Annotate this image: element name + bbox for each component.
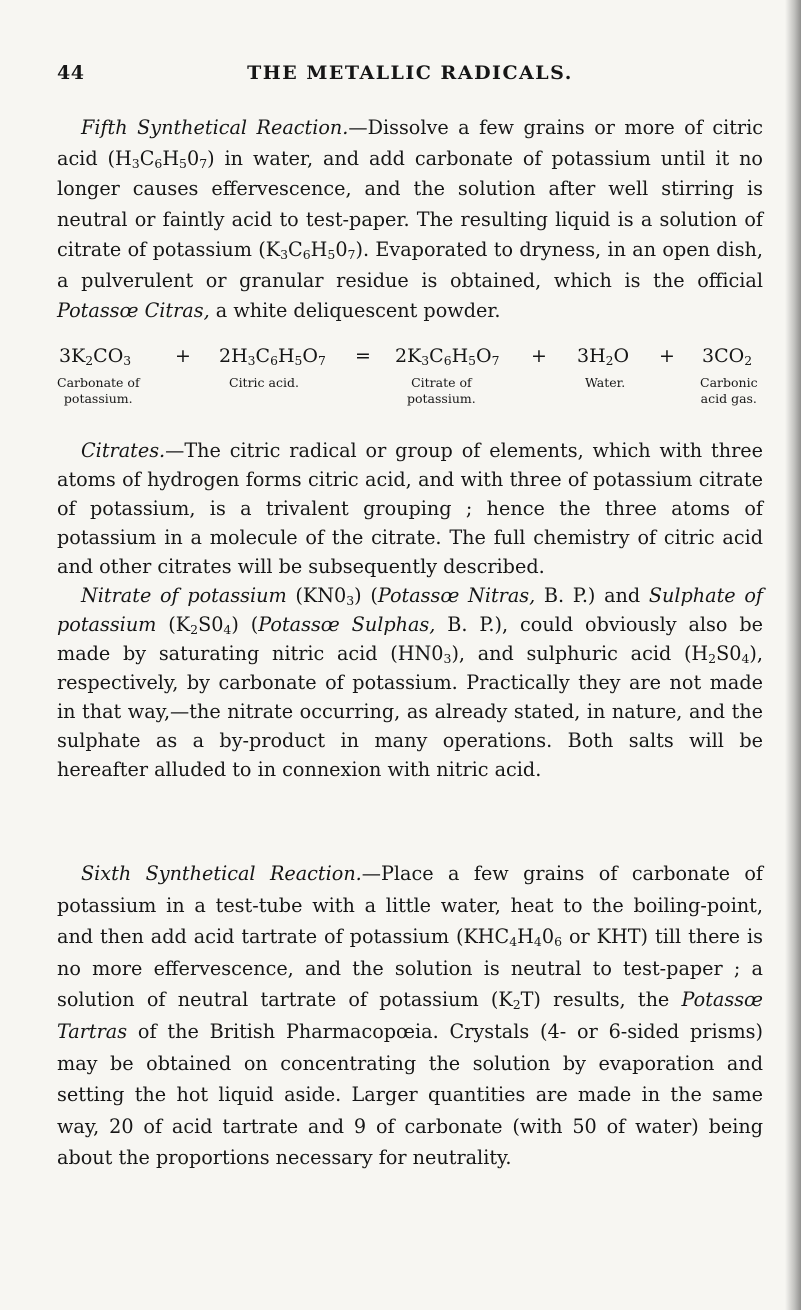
- plus-sign: +: [175, 345, 191, 367]
- subscript: 3: [443, 651, 452, 666]
- subscript: 5: [179, 155, 187, 171]
- text-run: (KN0: [286, 584, 347, 607]
- subscript: 5: [327, 247, 336, 262]
- text-run: or KHT) till there is no more effervescence, and the solution is neutral to test-paper ; a solution of neutral tartrate of potassium (K: [57, 925, 763, 1012]
- text-run: C: [139, 146, 155, 170]
- text-run: 0: [186, 146, 200, 170]
- paragraph-sixth-reaction: [57, 858, 763, 1174]
- text-run: B. P.) and: [535, 584, 649, 607]
- paragraph-text: [57, 581, 763, 784]
- equation-label: Water.: [585, 375, 626, 390]
- equation-term: $2H_3C_6H_5O_7$: [219, 345, 326, 368]
- equation-term: $3H_2O$: [577, 345, 630, 368]
- section-lead: Fifth Synthetical Reaction.: [81, 116, 349, 139]
- subscript: 2: [708, 651, 717, 666]
- text-run: B. P.), could obviously also be made by saturating nitric acid (HN0: [57, 613, 764, 665]
- equation-term: $3K_2CO_3$: [59, 345, 132, 368]
- text-run: —The citric radical or group of elements, which with three atoms of hydrogen forms citric acid, and with three of potassium citrate of potassium, is a trivalent grouping ; hence the three atoms of potassium in a molecule of the citrate. The full chemistry of citric acid and other citrates will be subsequently described.: [57, 439, 763, 578]
- text-run: ) (: [354, 584, 378, 607]
- section-lead: Citrates.: [81, 439, 166, 462]
- plus-sign: +: [531, 345, 547, 367]
- text-run: ) in water, and add carbonate of potassium until it no longer causes effervescence, and the solution after well stirring is neutral or faintly acid to test-paper. The resulting liquid is a solution of citrate of potassium (K: [57, 146, 763, 261]
- running-title: THE METALLIC RADICALS.: [247, 62, 573, 84]
- subscript: 6: [154, 155, 163, 171]
- text-run: T) results, the: [520, 988, 682, 1012]
- text-run: S0: [716, 642, 742, 665]
- paragraph-fifth-reaction: [57, 113, 763, 327]
- text-run: ) (: [231, 613, 259, 636]
- text-run: H: [310, 238, 328, 261]
- subscript: 4: [533, 934, 542, 950]
- text-run: ), and sulphuric acid (H: [451, 642, 709, 665]
- paragraph-citrates: [57, 436, 763, 581]
- text-run: ). Evaporated to dryness, in an open dish, a pulverulent or granular residue is obtained, which is the official: [57, 238, 763, 292]
- chemical-equation: [57, 345, 763, 415]
- text-run: —Place a few grains of carbonate of potassium in a test-tube with a little water, heat to the boiling-point, and then add acid tartrate of potassium (KHC: [57, 862, 763, 949]
- paragraph-text: [57, 113, 763, 327]
- equation-term: $2K_3C_6H_5O_7$: [395, 345, 500, 368]
- text-run: (K: [156, 613, 191, 636]
- latin-name: Potassœ Sulphas,: [258, 613, 436, 636]
- page-header: [57, 62, 763, 92]
- page-edge-shadow: [785, 0, 801, 1310]
- text-run: a white deliquescent powder.: [209, 299, 501, 322]
- equation-label: Carbonate of potassium.: [57, 375, 140, 406]
- subscript: 4: [509, 934, 518, 950]
- text-run: H: [162, 146, 180, 170]
- text-run: ), respectively, by carbonate of potassium. Practically they are not made in that way,—the nitrate occurring, as already stated, in nature, and the sulphate as a by-product in many operations. Both salts will be hereafter alluded to in connexion with nitric acid.: [57, 642, 763, 781]
- subscript: 7: [199, 155, 208, 171]
- subscript: 3: [346, 593, 355, 608]
- text-run: S0: [198, 613, 224, 636]
- latin-name: Potassœ Tartras: [57, 988, 764, 1043]
- text-run: 0: [335, 238, 348, 261]
- equation-label: Citrate of potassium.: [407, 375, 476, 406]
- latin-name: Sulphate of potassium: [57, 584, 764, 636]
- page-number: 44: [57, 62, 85, 84]
- section-lead: Sixth Synthetical Reaction.: [81, 862, 362, 885]
- subscript: 4: [741, 651, 750, 666]
- equation-label: Carbonic acid gas.: [700, 375, 758, 406]
- subscript: 3: [131, 155, 140, 171]
- text-run: of the British Pharmacopœia. Crystals (4- or 6-sided prisms) may be obtained on concentrating the solution by evaporation and setting the hot liquid aside. Larger quantities are made in the same way, 20 of acid tartrate and 9 of carbonate (with 50 of water) being about the proportions necessary for neutrality.: [57, 1019, 763, 1170]
- latin-name: Potassœ Nitras,: [377, 584, 536, 607]
- text-run: H: [517, 925, 534, 949]
- latin-name: Potassœ Citras,: [57, 299, 210, 322]
- subscript: 4: [223, 622, 232, 637]
- equals-sign: =: [355, 345, 371, 367]
- latin-name: Nitrate of potassium: [81, 584, 287, 607]
- subscript: 3: [280, 247, 289, 262]
- equation-term: $3CO_2$: [702, 345, 753, 368]
- subscript: 6: [302, 247, 311, 262]
- paragraph-nitrate-sulphate: [57, 581, 763, 784]
- subscript: 7: [347, 247, 356, 262]
- paragraph-text: [57, 436, 763, 581]
- text-run: C: [288, 238, 303, 261]
- text-run: 0: [541, 925, 555, 949]
- text-run: —Dissolve a few grains or more of citric acid (H: [57, 116, 763, 170]
- plus-sign: +: [659, 345, 675, 367]
- equation-label: Citric acid.: [229, 375, 299, 390]
- subscript: 6: [554, 934, 562, 950]
- subscript: 2: [512, 997, 521, 1013]
- subscript: 2: [190, 622, 199, 637]
- paragraph-text: [57, 858, 763, 1174]
